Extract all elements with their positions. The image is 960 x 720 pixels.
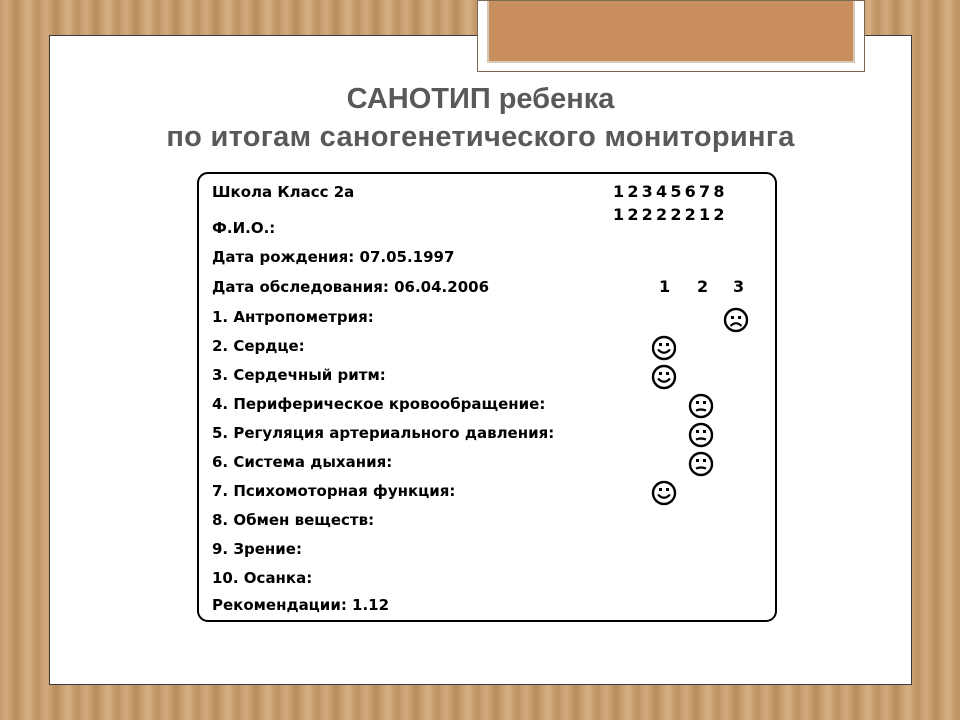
column-header-1: 1 <box>659 277 671 296</box>
list-item: 4. Периферическое кровообращение: <box>212 395 546 413</box>
decorative-tab-fill <box>487 1 855 63</box>
list-item: 8. Обмен веществ: <box>212 511 375 529</box>
list-item: 3. Сердечный ритм: <box>212 366 386 384</box>
title-line-1: САНОТИП ребенка <box>346 83 615 115</box>
list-item: 7. Психомоторная функция: <box>212 482 456 500</box>
smile-face-icon <box>651 480 677 506</box>
school-class-label: Школа Класс 2а <box>212 183 355 201</box>
birth-date: Дата рождения: 07.05.1997 <box>212 248 455 266</box>
smile-face-icon <box>651 335 677 361</box>
list-item: 5. Регуляция артериального давления: <box>212 424 555 442</box>
code-values: 12222212 <box>613 205 728 224</box>
decorative-tab <box>477 0 865 72</box>
slide-title <box>49 80 912 156</box>
list-item: 6. Система дыхания: <box>212 453 393 471</box>
sad-face-icon <box>723 307 749 333</box>
recommendations: Рекомендации: 1.12 <box>212 596 390 614</box>
neutral-face-icon <box>688 393 714 419</box>
column-header-3: 3 <box>733 277 745 296</box>
neutral-face-icon <box>688 422 714 448</box>
list-item: 10. Осанка: <box>212 569 313 587</box>
title-line-2: по итогам саногенетического мониторинга <box>166 121 795 153</box>
code-header: 12345678 <box>613 182 728 201</box>
list-item: 2. Сердце: <box>212 337 305 355</box>
exam-date: Дата обследования: 06.04.2006 <box>212 278 490 296</box>
neutral-face-icon <box>688 451 714 477</box>
column-header-2: 2 <box>697 277 709 296</box>
list-item: 1. Антропометрия: <box>212 308 374 326</box>
fio-label: Ф.И.О.: <box>212 219 276 237</box>
smile-face-icon <box>651 364 677 390</box>
list-item: 9. Зрение: <box>212 540 302 558</box>
